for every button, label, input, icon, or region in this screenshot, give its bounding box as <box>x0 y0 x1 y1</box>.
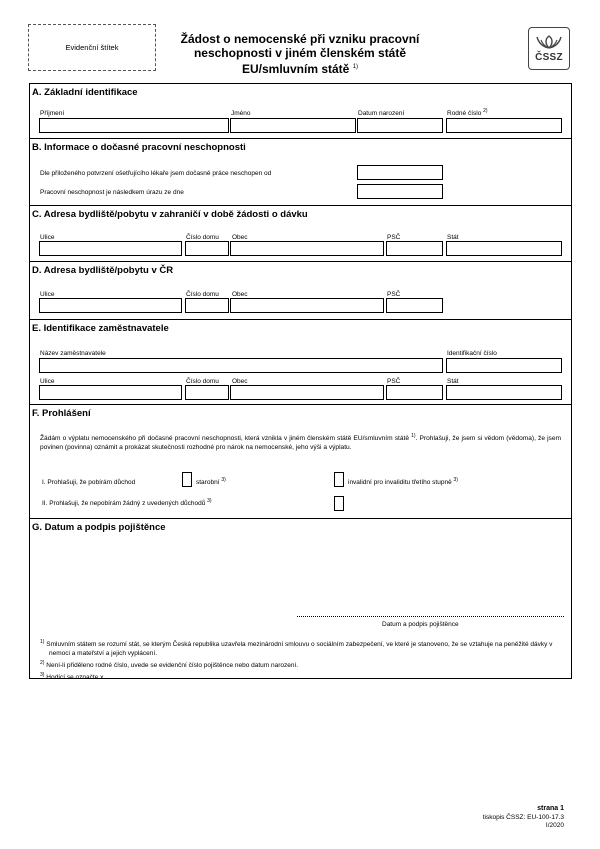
cz-house-no-label: Číslo domu <box>186 291 219 298</box>
employer-country-input[interactable] <box>446 385 562 400</box>
abroad-house-no-input[interactable] <box>185 241 229 256</box>
incapacity-from-label: Dle přiloženého potvrzení ošetřujícího lékaře jsem dočasně práce neschopen od <box>40 170 272 177</box>
employer-name-input[interactable] <box>39 358 443 373</box>
employer-zip-input[interactable] <box>386 385 443 400</box>
cssz-logo <box>528 27 570 70</box>
footnote-3-ref: 3) <box>40 671 45 678</box>
section-a <box>30 84 571 139</box>
abroad-house-no-label: Číslo domu <box>186 234 219 241</box>
form-version: I/2020 <box>545 822 564 829</box>
section-g-title: G. Datum a podpis pojištěnce <box>32 522 166 533</box>
pension-declaration-label: I. Prohlašuji, že pobírám důchod <box>42 479 136 486</box>
abroad-zip-input[interactable] <box>386 241 443 256</box>
evidence-label-box <box>28 24 156 71</box>
footnote-1-ref: 1) <box>40 639 45 645</box>
employer-street-input[interactable] <box>39 385 182 400</box>
cz-city-input[interactable] <box>230 298 384 313</box>
footnote-2-ref: 2) <box>40 659 45 666</box>
abroad-country-label: Stát <box>447 234 459 241</box>
employer-house-no-input[interactable] <box>185 385 229 400</box>
page-info <box>483 805 564 831</box>
birth-number-label: Rodné číslo $^{2)}$ <box>447 108 488 118</box>
disability-pension-checkbox[interactable] <box>334 472 344 487</box>
cz-zip-input[interactable] <box>386 298 443 313</box>
footnote-2: $^{2)}$ Není-li přiděleno rodné číslo, uvede se evidenční číslo pojištěnce nebo datum narození. <box>40 659 299 669</box>
injury-date-label: Pracovní neschopnost je následkem úrazu ze dne <box>40 189 184 196</box>
section-f-title: F. Prohlášení <box>32 408 91 419</box>
disability-ref: 3) <box>453 477 458 483</box>
injury-date-input[interactable] <box>357 184 443 199</box>
title-line-1: Žádost o nemocenské při vzniku pracovní <box>180 32 420 46</box>
name-input[interactable] <box>230 118 356 133</box>
footnote-3: $^{3)}$ Hodící se označte x. <box>40 671 106 681</box>
employer-country-label: Stát <box>447 378 459 385</box>
employer-name-label: Název zaměstnavatele <box>40 350 106 357</box>
declaration-text: Žádám o výplatu nemocenského při dočasné pracovní neschopnosti, která vznikla v jiném členském státě EU/smluvním státě $^{1)}$. Prohlašuji, že jsem si vědom (vědoma), že jsem povinen (povinna) oznámit a prokázat skutečnosti rozhodné pro nárok na nemocenské, jeho výši a výplatu. <box>40 433 562 452</box>
employer-house-no-label: Číslo domu <box>186 378 219 385</box>
evidence-label-text: Evidenční štítek <box>65 43 119 52</box>
form-code: tiskopis ČSSZ: EU-100-17.3 <box>482 813 564 821</box>
incapacity-from-input[interactable] <box>357 165 443 180</box>
section-b-title: B. Informace o dočasné pracovní neschopnosti <box>32 142 246 153</box>
abroad-country-input[interactable] <box>446 241 562 256</box>
cz-street-input[interactable] <box>39 298 182 313</box>
employer-id-input[interactable] <box>446 358 562 373</box>
title-line-3: EU/smluvním státě <box>241 62 350 76</box>
footnotes <box>40 638 564 683</box>
abroad-street-input[interactable] <box>39 241 182 256</box>
cz-zip-label: PSČ <box>387 291 401 298</box>
abroad-city-label: Obec <box>232 234 248 241</box>
birth-number-ref: 2) <box>483 108 488 114</box>
section-a-title: A. Základní identifikace <box>32 87 138 98</box>
title-footnote-ref: 1) <box>352 64 359 70</box>
signature-line[interactable] <box>297 616 564 617</box>
employer-street-label: Ulice <box>40 378 55 385</box>
section-d-title: D. Adresa bydliště/pobytu v ČR <box>32 265 174 276</box>
section-b <box>30 139 571 206</box>
cz-house-no-input[interactable] <box>185 298 229 313</box>
section-c <box>30 206 571 262</box>
cz-street-label: Ulice <box>40 291 55 298</box>
logo-text: ČSSZ <box>535 52 563 63</box>
page-number: strana 1 <box>537 805 564 812</box>
form-title <box>160 32 440 76</box>
section-e <box>30 320 571 405</box>
abroad-zip-label: PSČ <box>387 234 401 241</box>
no-pension-checkbox[interactable] <box>334 496 344 511</box>
old-age-ref: 3) <box>221 477 226 483</box>
no-pension-declaration-label: II. Prohlašuji, že nepobírám žádný z uvedených důchodů $^{3)}$ <box>42 498 212 508</box>
no-pension-ref: 3) <box>207 498 212 504</box>
employer-city-input[interactable] <box>230 385 384 400</box>
name-label: Jméno <box>231 110 251 117</box>
title-line-2: neschopnosti v jiném členském státě <box>193 46 407 60</box>
section-e-title: E. Identifikace zaměstnavatele <box>32 323 169 334</box>
section-f <box>30 405 571 519</box>
birth-number-input[interactable] <box>446 118 562 133</box>
surname-label: Příjmení <box>40 110 65 117</box>
old-age-pension-checkbox[interactable] <box>182 472 192 487</box>
section-c-title: C. Adresa bydliště/pobytu v zahraničí v době žádosti o dávku <box>32 209 308 220</box>
birth-date-label: Datum narození <box>358 110 405 117</box>
signature-label: Datum a podpis pojištěnce <box>382 621 459 628</box>
abroad-street-label: Ulice <box>40 234 55 241</box>
section-d <box>30 262 571 320</box>
surname-input[interactable] <box>39 118 229 133</box>
cssz-logo-icon <box>534 34 564 50</box>
old-age-pension-label: starobní $^{3)}$ <box>196 477 226 487</box>
section-g <box>30 519 571 681</box>
abroad-city-input[interactable] <box>230 241 384 256</box>
form-frame <box>29 83 572 679</box>
declaration-ref: 1) <box>411 433 416 439</box>
cz-city-label: Obec <box>232 291 248 298</box>
footnote-1: $^{1)}$ Smluvním státem se rozumí stát, se kterým Česká republika uzavřela mezinárodní smlouvu o sociálním zabezpečení, ve které je stanoveno, že se vztahuje na peněžité dávky v nemoci a mateřství a jejich vyplácení. <box>40 639 553 657</box>
employer-city-label: Obec <box>232 378 248 385</box>
employer-id-label: Identifikační číslo <box>447 350 497 357</box>
employer-zip-label: PSČ <box>387 378 401 385</box>
disability-pension-label: invalidní pro invaliditu třetího stupně $^{3)}$ <box>348 477 458 487</box>
birth-date-input[interactable] <box>357 118 443 133</box>
